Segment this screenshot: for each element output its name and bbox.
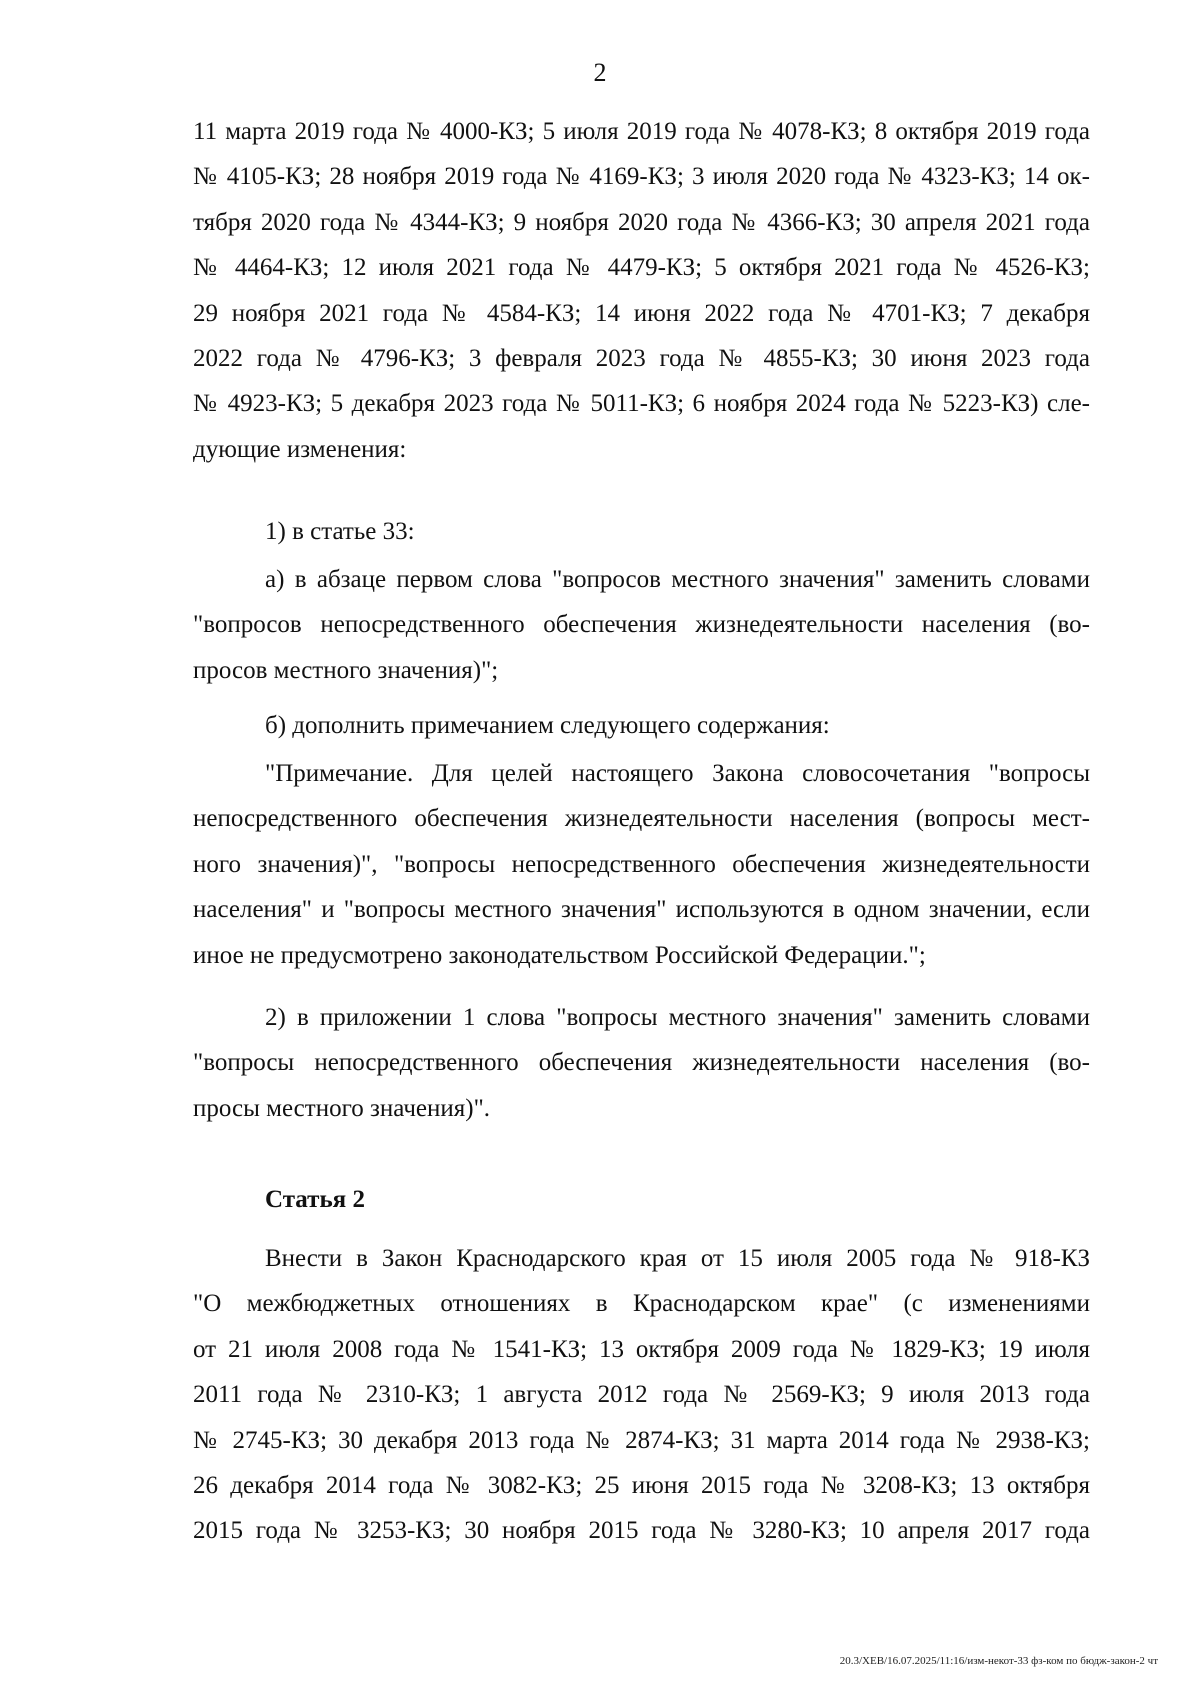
text-line: дующие изменения: — [193, 435, 407, 463]
text-line: 2) в приложении 1 слова "вопросы местного значения" заменить словами — [265, 1004, 1090, 1031]
text-line: "вопросов непосредственного обеспечения жизнедеятельности населения (во- — [193, 611, 1090, 639]
text-line: просы местного значения)". — [193, 1094, 491, 1122]
text-line: 26 декабря 2014 года № 3082-КЗ; 25 июня 2015 года № 3208-КЗ; 13 октября — [193, 1472, 1090, 1500]
text-line: иное не предусмотрено законодательством Российской Федерации."; — [193, 941, 926, 969]
text-line: № 2745-КЗ; 30 декабря 2013 года № 2874-КЗ; 31 марта 2014 года № 2938-КЗ; — [193, 1426, 1090, 1454]
article-2-paragraph — [193, 1236, 1090, 1554]
text-line: непосредственного обеспечения жизнедеятельности населения (вопросы мест- — [193, 805, 1090, 833]
item-b-paragraph — [193, 703, 1090, 748]
text-line: тября 2020 года № 4344-КЗ; 9 ноября 2020 года № 4366-КЗ; 30 апреля 2021 года — [193, 208, 1090, 236]
text-line: б) дополнить примечанием следующего содержания: — [265, 712, 830, 739]
text-line: Внести в Закон Краснодарского края от 15 июля 2005 года № 918-КЗ — [265, 1245, 1090, 1272]
item-1-paragraph — [193, 509, 1090, 554]
text-line: ного значения)", "вопросы непосредственного обеспечения жизнедеятельности — [193, 850, 1090, 878]
text-line: 29 ноября 2021 года № 4584-КЗ; 14 июня 2022 года № 4701-КЗ; 7 декабря — [193, 299, 1090, 327]
text-line: № 4105-КЗ; 28 ноября 2019 года № 4169-КЗ; 3 июля 2020 года № 4323-КЗ; 14 ок- — [193, 163, 1090, 191]
text-line: от 21 июля 2008 года № 1541-КЗ; 13 октября 2009 года № 1829-КЗ; 19 июля — [193, 1335, 1090, 1363]
text-line: "вопросы непосредственного обеспечения жизнедеятельности населения (во- — [193, 1049, 1090, 1077]
article-2-heading: Статья 2 — [265, 1186, 365, 1213]
text-line: а) в абзаце первом слова "вопросов местного значения" заменить словами — [265, 566, 1090, 593]
text-line: 2011 года № 2310-КЗ; 1 августа 2012 года № 2569-КЗ; 9 июля 2013 года — [193, 1381, 1090, 1409]
text-line: 2015 года № 3253-КЗ; 30 ноября 2015 года № 3280-КЗ; 10 апреля 2017 года — [193, 1517, 1090, 1545]
text-line: "О межбюджетных отношениях в Краснодарском крае" (с изменениями — [193, 1290, 1090, 1318]
page-number: 2 — [593, 58, 607, 87]
amendments-list-paragraph — [193, 109, 1090, 472]
text-line: № 4464-КЗ; 12 июля 2021 года № 4479-КЗ; 5 октября 2021 года № 4526-КЗ; — [193, 254, 1090, 282]
text-line: № 4923-КЗ; 5 декабря 2023 года № 5011-КЗ; 6 ноября 2024 года № 5223-КЗ) сле- — [193, 390, 1090, 418]
text-line: 11 марта 2019 года № 4000-КЗ; 5 июля 2019 года № 4078-КЗ; 8 октября 2019 года — [193, 118, 1090, 145]
text-line: 1) в статье 33: — [265, 518, 415, 545]
text-line: просов местного значения)"; — [193, 656, 499, 684]
text-line: "Примечание. Для целей настоящего Закона словосочетания "вопросы — [265, 760, 1090, 787]
item-2-paragraph — [193, 995, 1090, 1131]
note-paragraph — [193, 751, 1090, 978]
text-line: населения" и "вопросы местного значения" используются в одном значении, если — [193, 896, 1090, 924]
item-a-paragraph — [193, 557, 1090, 693]
document-footer-code: 20.3/ХЕВ/16.07.2025/11:16/изм-некот-33 фз-ком по бюдж-закон-2 чт — [839, 1655, 1158, 1667]
text-line: 2022 года № 4796-КЗ; 3 февраля 2023 года № 4855-КЗ; 30 июня 2023 года — [193, 345, 1090, 373]
